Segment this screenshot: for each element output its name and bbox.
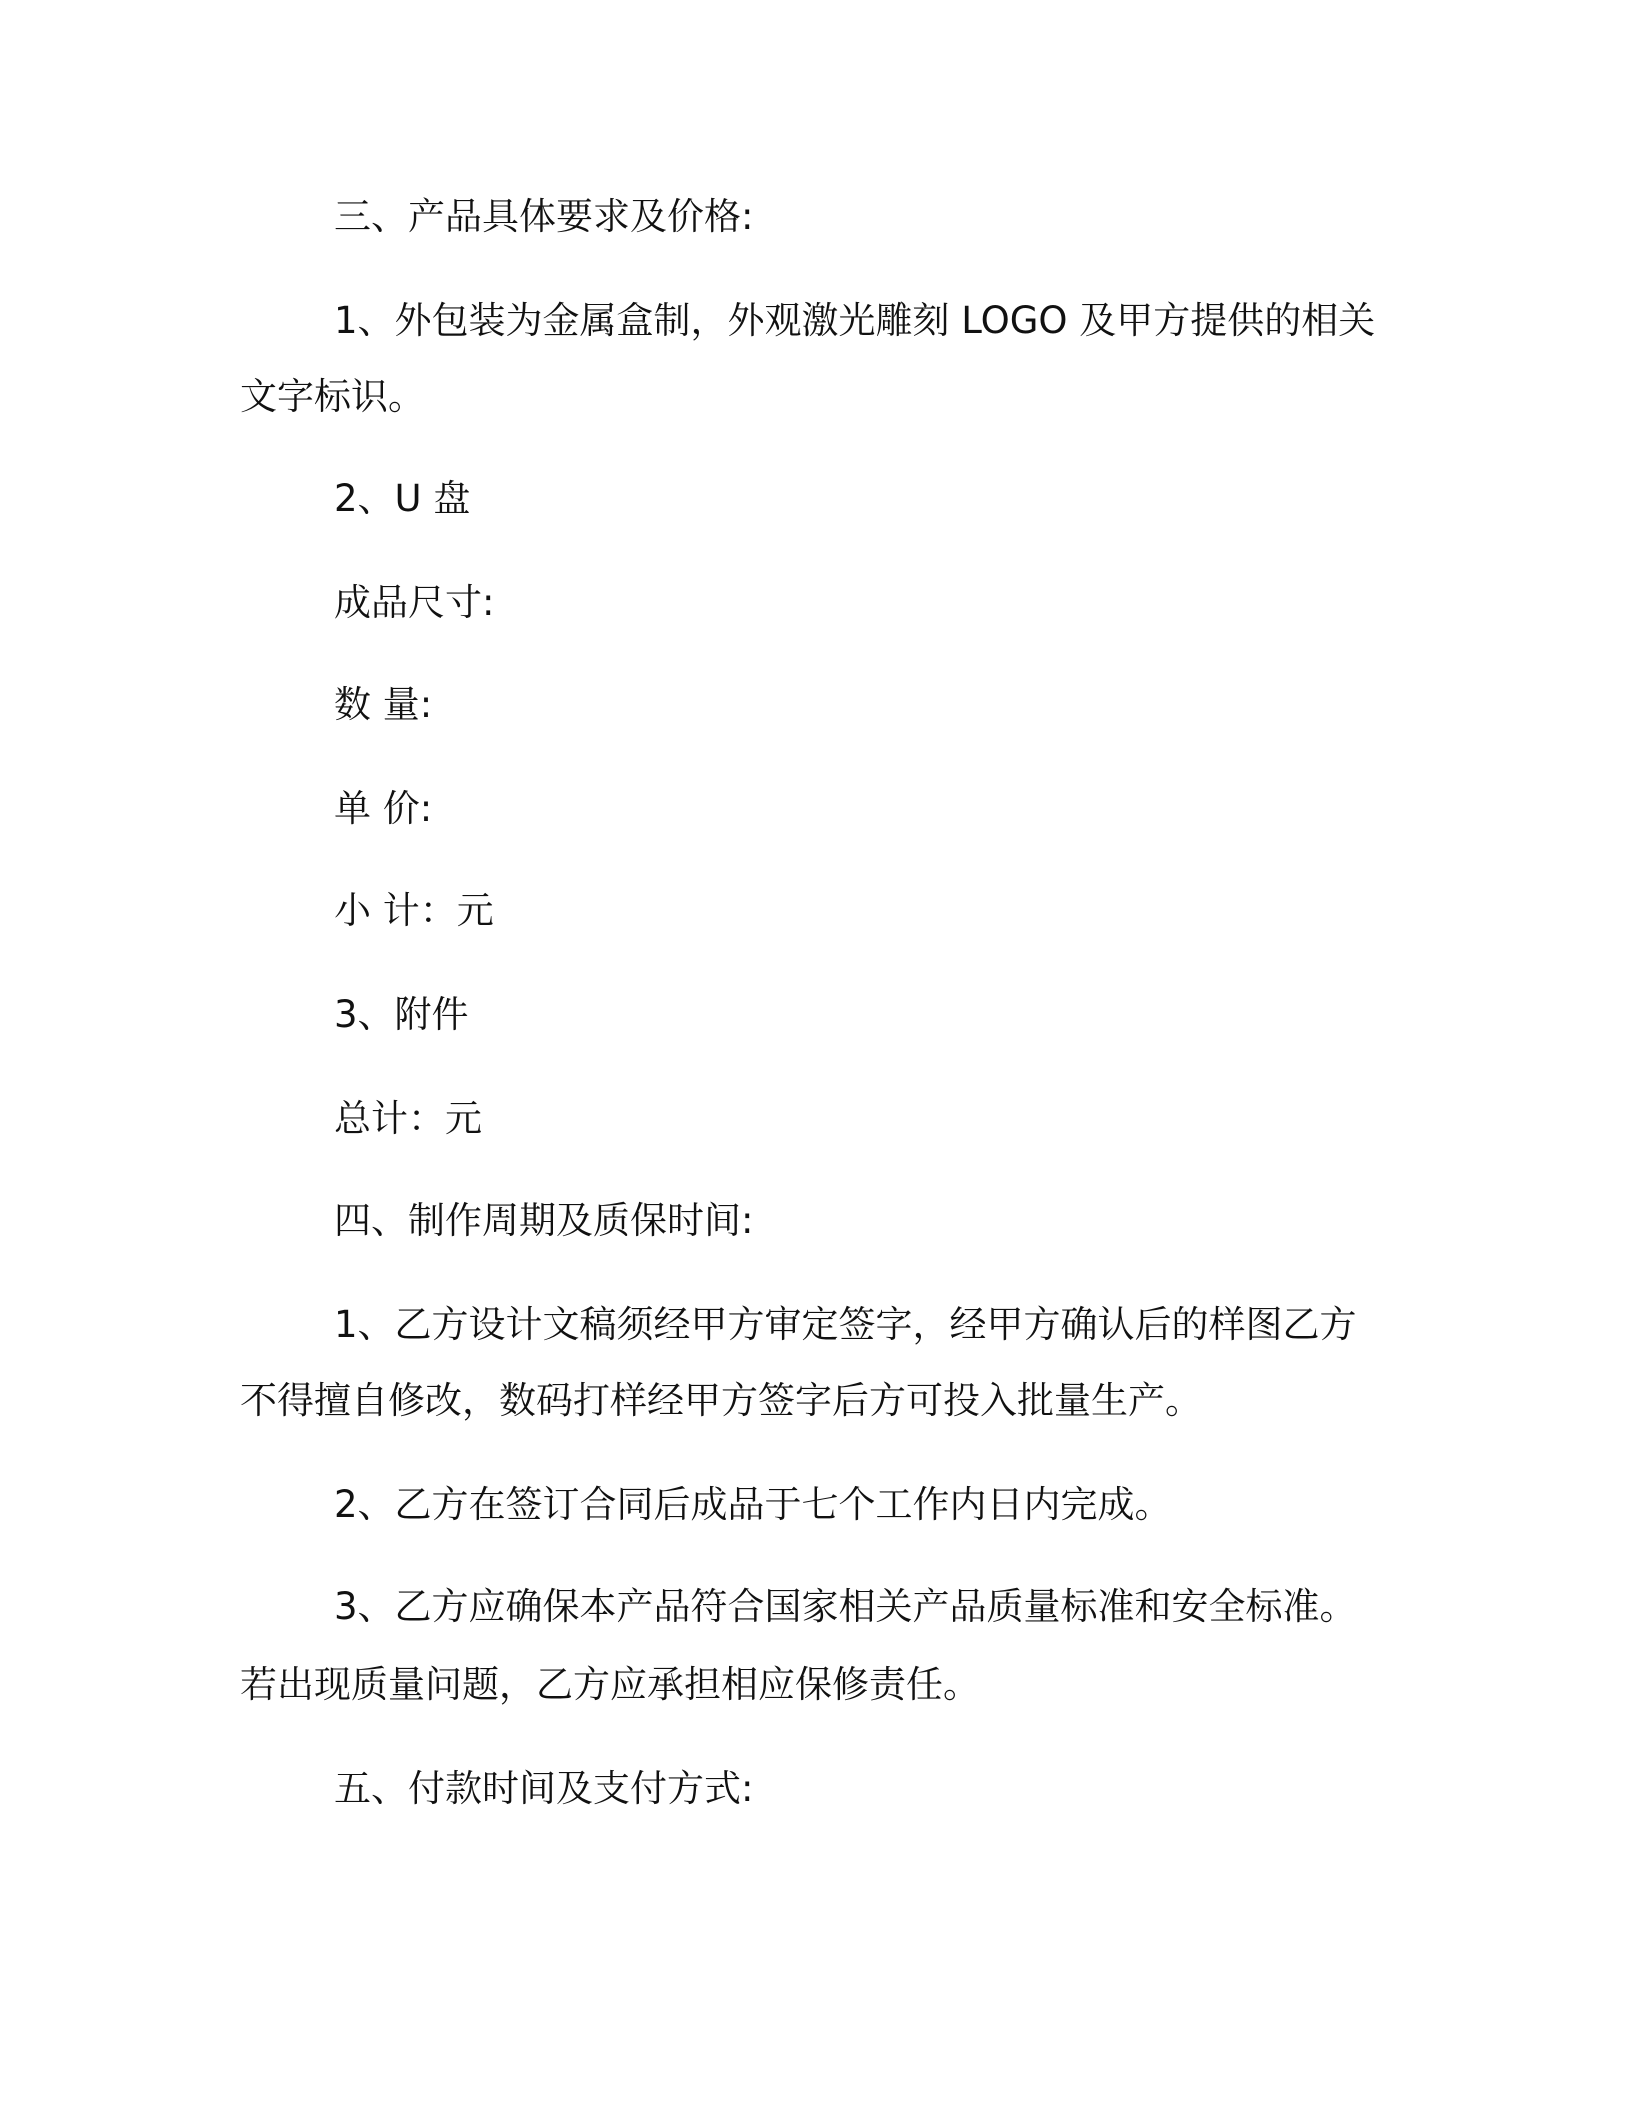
subtotal-label: 小 计：元 — [334, 889, 494, 932]
quantity-label: 数 量: — [334, 683, 433, 726]
section-4-item-3-line-2: 若出现质量问题，乙方应承担相应保修责任。 — [240, 1663, 980, 1706]
section-4-item-1-line-1: 1、乙方设计文稿须经甲方审定签字，经甲方确认后的样图乙方 — [334, 1303, 1357, 1346]
total-label: 总计：元 — [334, 1097, 482, 1140]
section-5-heading: 五、付款时间及支付方式: — [334, 1767, 754, 1810]
section-4-item-3-line-1: 3、乙方应确保本产品符合国家相关产品质量标准和安全标准。 — [334, 1585, 1357, 1628]
section-3-item-1-line-2: 文字标识。 — [240, 375, 425, 418]
unit-price-label: 单 价: — [334, 787, 433, 830]
section-3-item-3: 3、附件 — [334, 993, 469, 1036]
section-3-heading: 三、产品具体要求及价格: — [334, 195, 754, 238]
section-4-item-1-line-2: 不得擅自修改，数码打样经甲方签字后方可投入批量生产。 — [240, 1379, 1202, 1422]
section-3-item-2: 2、U 盘 — [334, 477, 471, 520]
section-4-heading: 四、制作周期及质保时间: — [334, 1199, 754, 1242]
section-4-item-2: 2、乙方在签订合同后成品于七个工作内日内完成。 — [334, 1483, 1172, 1526]
section-3-item-1-line-1: 1、外包装为金属盒制，外观激光雕刻 LOGO 及甲方提供的相关 — [334, 299, 1376, 342]
size-label: 成品尺寸: — [334, 581, 495, 624]
